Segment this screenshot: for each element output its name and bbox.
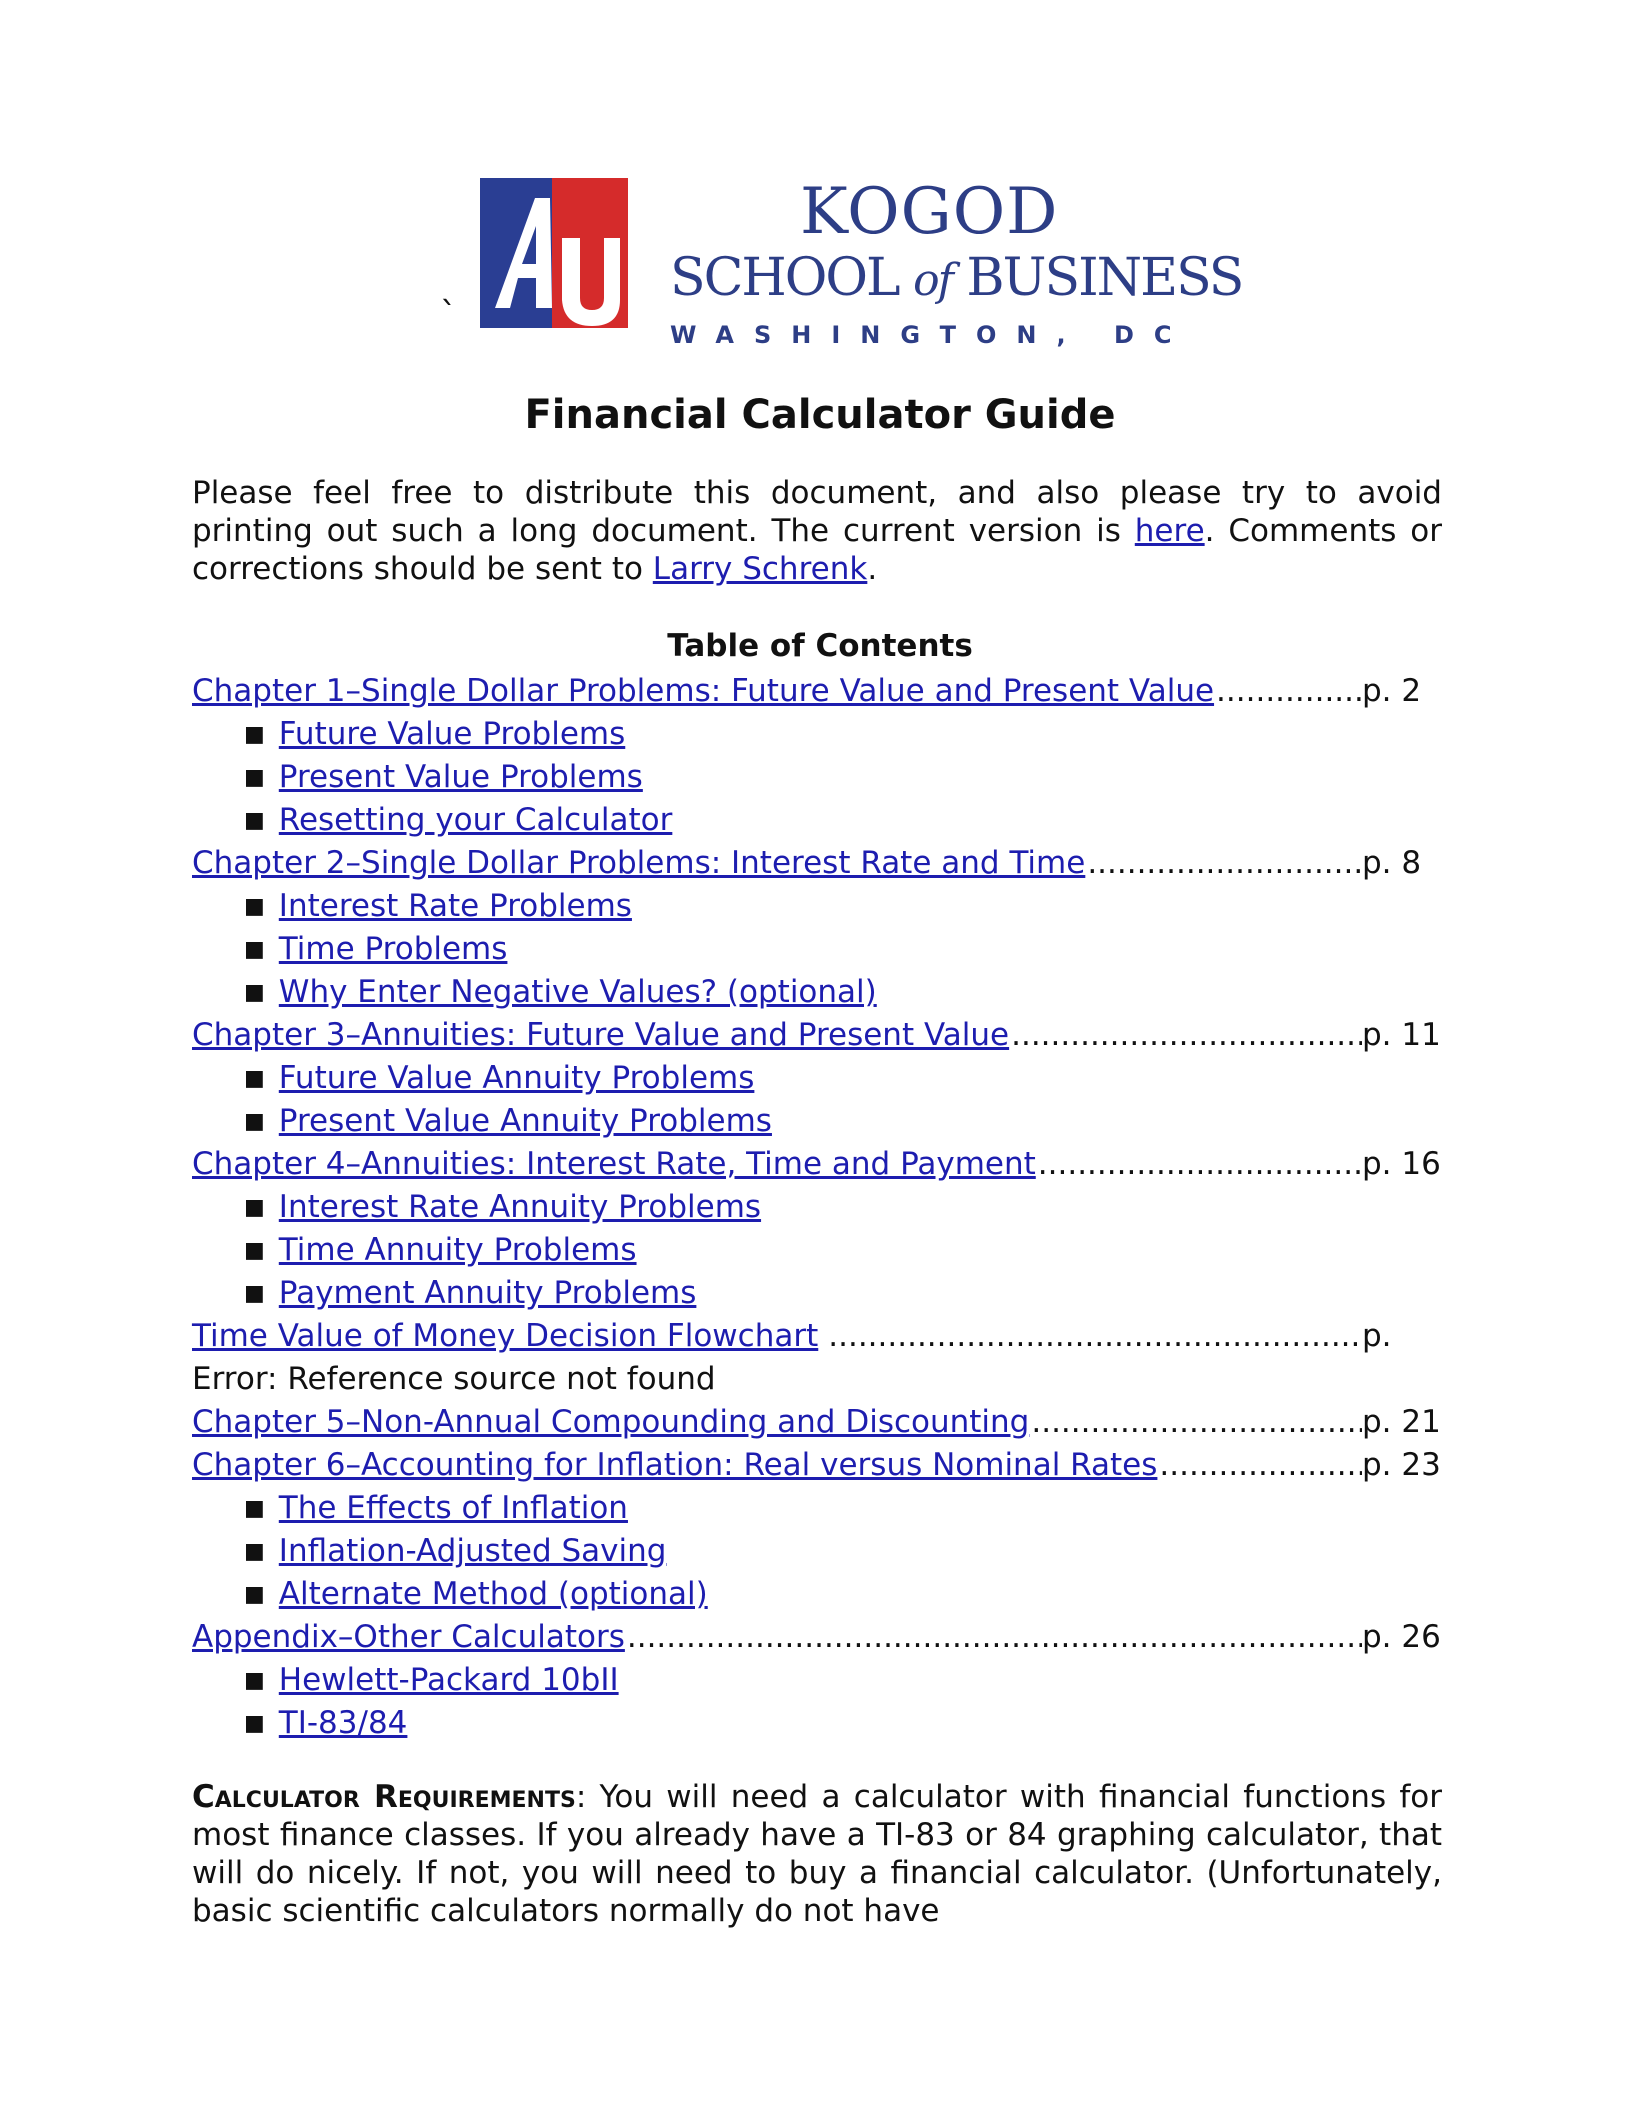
- toc-item: ■ Payment Annuity Problems: [192, 1272, 1442, 1315]
- toc-item-link[interactable]: Time Problems: [278, 931, 508, 967]
- toc-item-link[interactable]: Alternate Method (optional): [278, 1576, 708, 1612]
- table-of-contents: [192, 670, 1442, 1745]
- toc-item-link[interactable]: Time Annuity Problems: [278, 1232, 637, 1268]
- toc-title: Table of Contents: [667, 628, 973, 664]
- toc-item-link[interactable]: The Effects of Inflation: [278, 1490, 628, 1526]
- toc-item: ■ Present Value Annuity Problems: [192, 1100, 1442, 1143]
- appendix-link[interactable]: Appendix–Other Calculators: [192, 1619, 625, 1655]
- toc-item-link[interactable]: Resetting your Calculator: [278, 802, 673, 838]
- chapter-4-link[interactable]: Chapter 4–Annuities: Interest Rate, Time and Payment: [192, 1146, 1036, 1182]
- toc-item-link[interactable]: TI-83/84: [278, 1705, 408, 1741]
- toc-item: ■ Time Problems: [192, 928, 1442, 971]
- toc-chapter-2: Chapter 2–Single Dollar Problems: Interest Rate and Time ..... p. 8: [192, 842, 1442, 885]
- toc-item: ■ Time Annuity Problems: [192, 1229, 1442, 1272]
- requirements-text: : You will need a calculator with financial functions for most finance classes. If you already have a TI-83 or 84 graphing calculator, that will do nicely. If not, you will need to buy a financial calculator. (Unfortunately, basic scientific calculators normally do not have: [192, 1779, 1442, 1929]
- toc-item: ■ Hewlett-Packard 10bII: [192, 1659, 1442, 1702]
- logo-location: WASHINGTON, DC: [670, 321, 1192, 349]
- reference-error-text: Error: Reference source not found: [192, 1361, 716, 1397]
- chapter-3-link[interactable]: Chapter 3–Annuities: Future Value and Present Value: [192, 1017, 1010, 1053]
- toc-chapter-6: Chapter 6–Accounting for Inflation: Real versus Nominal Rates ..... p. 23: [192, 1444, 1442, 1487]
- chapter-5-link[interactable]: Chapter 5–Non-Annual Compounding and Discounting: [192, 1404, 1030, 1440]
- toc-item: ■ Future Value Problems: [192, 713, 1442, 756]
- toc-item-link[interactable]: Inflation-Adjusted Saving: [278, 1533, 667, 1569]
- requirements-heading: Calculator Requirements: [192, 1779, 576, 1815]
- toc-item-link[interactable]: Present Value Annuity Problems: [278, 1103, 772, 1139]
- toc-item: ■ Present Value Problems: [192, 756, 1442, 799]
- chapter-6-link[interactable]: Chapter 6–Accounting for Inflation: Real versus Nominal Rates: [192, 1447, 1158, 1483]
- toc-item: ■ The Effects of Inflation: [192, 1487, 1442, 1530]
- stray-mark: `: [440, 295, 457, 335]
- intro-paragraph: Please feel free to distribute this document, and also please try to avoid printing out such a long document. The current version is here. Comments or corrections should be sent to Larry Schrenk.: [192, 475, 1442, 587]
- current-version-link[interactable]: here: [1134, 513, 1205, 549]
- toc-chapter-1: Chapter 1–Single Dollar Problems: Future Value and Present Value ..... p. 2: [192, 670, 1442, 713]
- chapter-2-link[interactable]: Chapter 2–Single Dollar Problems: Interest Rate and Time: [192, 845, 1086, 881]
- flowchart-link[interactable]: Time Value of Money Decision Flowchart: [192, 1318, 819, 1354]
- toc-item: ■ Alternate Method (optional): [192, 1573, 1442, 1616]
- toc-item-link[interactable]: Future Value Problems: [278, 716, 626, 752]
- toc-item-link[interactable]: Payment Annuity Problems: [278, 1275, 697, 1311]
- toc-flowchart: Time Value of Money Decision Flowchart ..... p.: [192, 1315, 1442, 1358]
- toc-item-link[interactable]: Present Value Problems: [278, 759, 643, 795]
- calculator-requirements-paragraph: [192, 1778, 1442, 1930]
- toc-item-link[interactable]: Why Enter Negative Values? (optional): [278, 974, 877, 1010]
- toc-item-link[interactable]: Future Value Annuity Problems: [278, 1060, 755, 1096]
- logo-kogod: KOGOD: [800, 175, 1059, 249]
- toc-item: ■ Resetting your Calculator: [192, 799, 1442, 842]
- toc-item: ■ Why Enter Negative Values? (optional): [192, 971, 1442, 1014]
- toc-chapter-3: Chapter 3–Annuities: Future Value and Present Value ..... p. 11: [192, 1014, 1442, 1057]
- toc-item-link[interactable]: Interest Rate Problems: [278, 888, 632, 924]
- logo-school-line: SCHOOL of BUSINESS: [670, 248, 1243, 308]
- toc-chapter-4: Chapter 4–Annuities: Interest Rate, Time and Payment ..... p. 16: [192, 1143, 1442, 1186]
- toc-appendix: Appendix–Other Calculators ..... p. 26: [192, 1616, 1442, 1659]
- toc-item: ■ Inflation-Adjusted Saving: [192, 1530, 1442, 1573]
- chapter-1-link[interactable]: Chapter 1–Single Dollar Problems: Future Value and Present Value: [192, 673, 1215, 709]
- toc-item: ■ Interest Rate Annuity Problems: [192, 1186, 1442, 1229]
- toc-item-link[interactable]: Interest Rate Annuity Problems: [278, 1189, 762, 1225]
- toc-item: ■ Future Value Annuity Problems: [192, 1057, 1442, 1100]
- author-link[interactable]: Larry Schrenk: [652, 551, 868, 587]
- logo-wordmark: [670, 176, 1242, 349]
- toc-item-link[interactable]: Hewlett-Packard 10bII: [278, 1662, 619, 1698]
- page-title: Financial Calculator Guide: [524, 392, 1116, 438]
- toc-chapter-5: Chapter 5–Non-Annual Compounding and Discounting ..... p. 21: [192, 1401, 1442, 1444]
- toc-item: ■ Interest Rate Problems: [192, 885, 1442, 928]
- toc-item: ■ TI-83/84: [192, 1702, 1442, 1745]
